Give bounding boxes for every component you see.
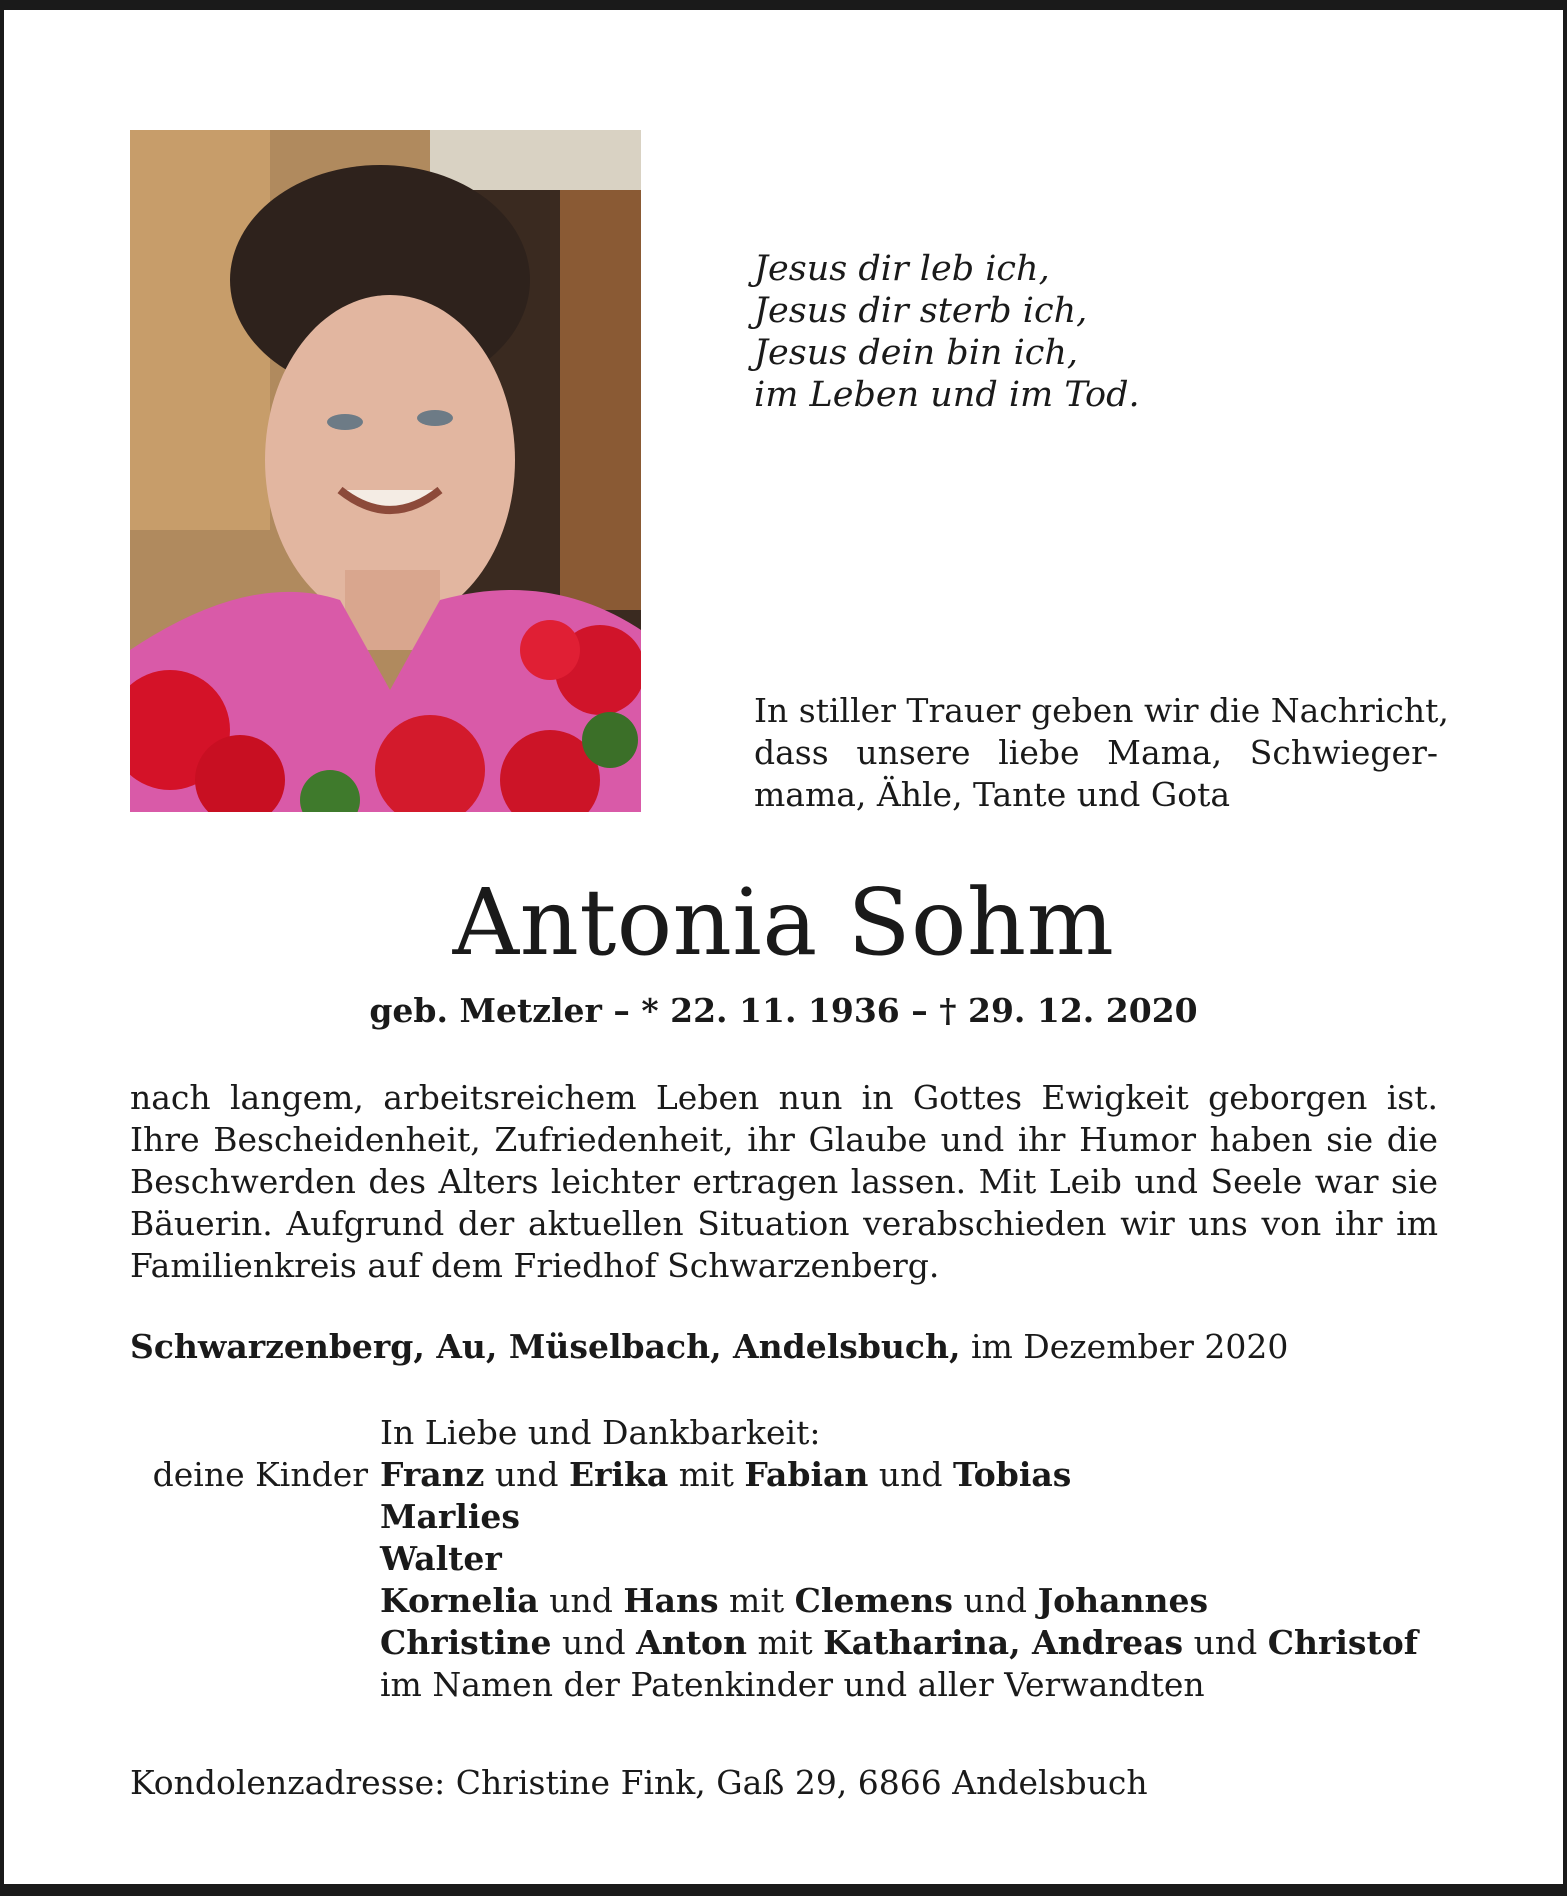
name: Erika <box>568 1455 669 1494</box>
name: Johannes <box>1037 1581 1209 1620</box>
condolence-address: Kondolenzadresse: Christine Fink, Gaß 29, 6866 Andelsbuch <box>130 1763 1148 1802</box>
deceased-name: Antonia Sohm <box>452 869 1115 976</box>
notice-date: im Dezember 2020 <box>960 1327 1289 1366</box>
body-line: Beschwerden des Alters leichter ertragen lassen. Mit Leib und Seele war sie <box>130 1162 1438 1201</box>
conjunction: mit <box>718 1581 795 1620</box>
notice-line: mama, Ähle, Tante und Gota <box>754 775 1231 814</box>
notice-line: In stiller Trauer geben wir die Nachricht, <box>754 691 1449 730</box>
conjunction: und <box>538 1581 624 1620</box>
notice-line: dass unsere liebe Mama, Schwieger- <box>754 733 1438 772</box>
conjunction: mit <box>747 1623 824 1662</box>
portrait-photo <box>130 130 641 812</box>
name: Kornelia <box>380 1581 539 1620</box>
name: Christof <box>1267 1623 1418 1662</box>
family-row-4 <box>380 1580 1208 1622</box>
portrait-illustration <box>130 130 641 812</box>
name: Hans <box>623 1581 719 1620</box>
name: Franz <box>380 1455 485 1494</box>
name: Marlies <box>380 1497 520 1536</box>
conjunction: mit <box>668 1455 745 1494</box>
family-row-1 <box>380 1454 1071 1496</box>
conjunction: und <box>551 1623 637 1662</box>
conjunction: und <box>1183 1623 1268 1662</box>
name: Katharina, Andreas <box>823 1623 1184 1662</box>
name: Clemens <box>794 1581 953 1620</box>
body-line: Bäuerin. Aufgrund der aktuellen Situation verabschieden wir uns von ihr im <box>130 1204 1438 1243</box>
family-closing: im Namen der Patenkinder und aller Verwandten <box>380 1665 1205 1704</box>
body-line: nach langem, arbeitsreichem Leben nun in Gottes Ewigkeit geborgen ist. <box>130 1078 1438 1117</box>
verse-line: im Leben und im Tod. <box>754 375 1140 415</box>
body-line: Ihre Bescheidenheit, Zufriedenheit, ihr Glaube und ihr Humor haben sie die <box>130 1120 1438 1159</box>
conjunction: und <box>952 1581 1038 1620</box>
name: Walter <box>380 1539 502 1578</box>
death-notice-intro <box>754 690 1449 816</box>
verse <box>754 248 1140 416</box>
conjunction: und <box>484 1455 569 1494</box>
family-row-3 <box>380 1538 502 1580</box>
birth-death-dates: geb. Metzler – * 22. 11. 1936 – † 29. 12. 2020 <box>369 991 1198 1030</box>
family-row-5 <box>380 1622 1418 1664</box>
name: Fabian <box>744 1455 869 1494</box>
verse-line: Jesus dir leb ich, <box>754 249 1050 289</box>
obituary-body <box>130 1077 1438 1287</box>
family-intro: In Liebe und Dankbarkeit: <box>380 1413 821 1452</box>
place-and-date <box>130 1326 1288 1368</box>
name: Tobias <box>953 1455 1072 1494</box>
family-label: deine Kinder <box>152 1455 368 1494</box>
verse-line: Jesus dein bin ich, <box>754 333 1079 373</box>
verse-line: Jesus dir sterb ich, <box>754 291 1088 331</box>
name: Anton <box>636 1623 747 1662</box>
name: Christine <box>380 1623 552 1662</box>
conjunction: und <box>868 1455 954 1494</box>
body-line: Familienkreis auf dem Friedhof Schwarzenberg. <box>130 1246 940 1285</box>
towns: Schwarzenberg, Au, Müselbach, Andelsbuch, <box>130 1327 961 1366</box>
family-row-2 <box>380 1496 520 1538</box>
